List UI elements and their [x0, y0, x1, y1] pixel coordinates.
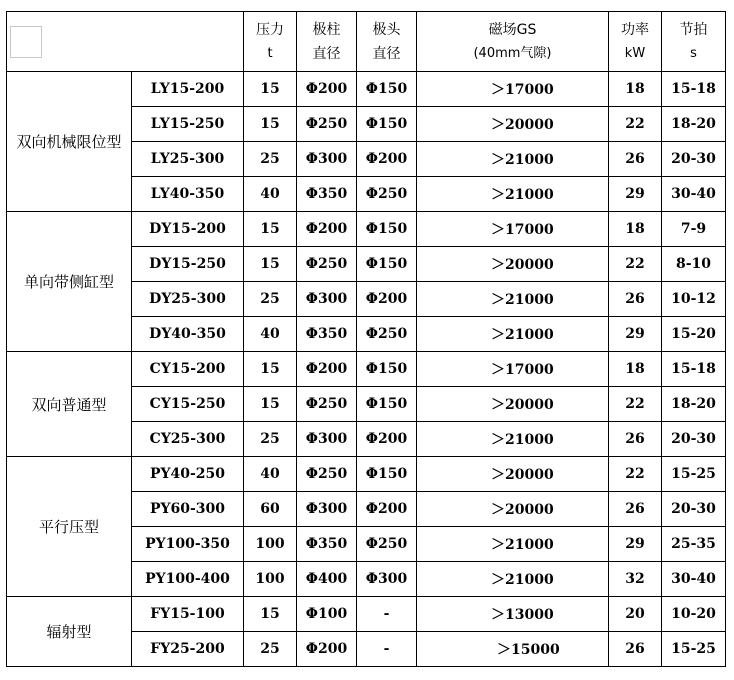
field-gs-cell: ＞21000 — [417, 527, 609, 562]
group-name-cell: 辐射型 — [7, 597, 132, 667]
pressure-cell: 40 — [244, 317, 297, 352]
pressure-cell: 15 — [244, 107, 297, 142]
power-cell: 20 — [609, 597, 662, 632]
pressure-cell: 15 — [244, 387, 297, 422]
field-gs-cell: ＞21000 — [417, 317, 609, 352]
column-dia-cell: Φ300 — [297, 492, 357, 527]
field-gs-cell: ＞20000 — [417, 247, 609, 282]
header-cycle — [662, 12, 726, 72]
column-dia-cell: Φ350 — [297, 317, 357, 352]
power-cell: 26 — [609, 142, 662, 177]
cycle-cell: 20-30 — [662, 492, 726, 527]
header-column-dia — [297, 12, 357, 72]
model-cell: CY25-300 — [132, 422, 244, 457]
cycle-cell: 7-9 — [662, 212, 726, 247]
field-gs-cell: ＞20000 — [417, 387, 609, 422]
field-gs-cell: ＞21000 — [417, 282, 609, 317]
group-name-cell: 平行压型 — [7, 457, 132, 597]
column-dia-cell: Φ200 — [297, 212, 357, 247]
column-dia-cell: Φ200 — [297, 632, 357, 667]
power-cell: 22 — [609, 387, 662, 422]
header-field-gap: (40mm气隙) — [473, 45, 552, 61]
head-dia-cell: Φ150 — [357, 352, 417, 387]
cycle-cell: 10-12 — [662, 282, 726, 317]
pressure-cell: 100 — [244, 562, 297, 597]
header-field-label: 磁场GS — [488, 21, 537, 38]
table-row — [7, 352, 726, 387]
power-cell: 18 — [609, 352, 662, 387]
column-dia-cell: Φ350 — [297, 177, 357, 212]
header-cycle-label: 节拍 — [679, 21, 708, 38]
power-cell: 22 — [609, 107, 662, 142]
header-pressure — [244, 12, 297, 72]
column-dia-cell: Φ250 — [297, 387, 357, 422]
pressure-cell: 15 — [244, 72, 297, 107]
field-gs-cell: ＞20000 — [417, 492, 609, 527]
group-name-cell: 双向机械限位型 — [7, 72, 132, 212]
field-gs-cell: ＞21000 — [417, 422, 609, 457]
cycle-cell: 30-40 — [662, 562, 726, 597]
table-row — [7, 212, 726, 247]
table-body — [7, 72, 726, 667]
head-dia-cell: Φ250 — [357, 527, 417, 562]
power-cell: 18 — [609, 72, 662, 107]
head-dia-cell: Φ150 — [357, 72, 417, 107]
power-cell: 29 — [609, 317, 662, 352]
field-gs-cell: ＞17000 — [417, 352, 609, 387]
header-head-dia-line1: 极头 — [372, 21, 401, 38]
column-dia-cell: Φ300 — [297, 142, 357, 177]
pressure-cell: 40 — [244, 177, 297, 212]
column-dia-cell: Φ250 — [297, 247, 357, 282]
cycle-cell: 20-30 — [662, 422, 726, 457]
field-gs-cell: ＞17000 — [417, 72, 609, 107]
head-dia-cell: Φ200 — [357, 142, 417, 177]
column-dia-cell: Φ200 — [297, 352, 357, 387]
cycle-cell: 25-35 — [662, 527, 726, 562]
pressure-cell: 25 — [244, 422, 297, 457]
field-gs-cell: ＞21000 — [417, 177, 609, 212]
table-row — [7, 457, 726, 492]
field-gs-cell: ＞21000 — [417, 562, 609, 597]
header-column-dia-line1: 极柱 — [312, 21, 341, 38]
column-dia-cell: Φ250 — [297, 107, 357, 142]
model-cell: PY40-250 — [132, 457, 244, 492]
column-dia-cell: Φ100 — [297, 597, 357, 632]
pressure-cell: 40 — [244, 457, 297, 492]
cycle-cell: 18-20 — [662, 107, 726, 142]
header-power-label: 功率 — [621, 21, 649, 38]
power-cell: 18 — [609, 212, 662, 247]
pressure-cell: 15 — [244, 597, 297, 632]
header-corner-cell — [7, 12, 244, 72]
power-cell: 29 — [609, 527, 662, 562]
power-cell: 29 — [609, 177, 662, 212]
table-row — [7, 597, 726, 632]
power-cell: 26 — [609, 492, 662, 527]
model-cell: FY25-200 — [132, 632, 244, 667]
model-cell: LY15-250 — [132, 107, 244, 142]
head-dia-cell: Φ200 — [357, 422, 417, 457]
header-cycle-unit: s — [690, 45, 697, 61]
column-dia-cell: Φ350 — [297, 527, 357, 562]
head-dia-cell: Φ250 — [357, 177, 417, 212]
column-dia-cell: Φ300 — [297, 422, 357, 457]
header-power-unit: kW — [624, 45, 646, 61]
cycle-cell: 8-10 — [662, 247, 726, 282]
table-row — [7, 72, 726, 107]
column-dia-cell: Φ400 — [297, 562, 357, 597]
head-dia-cell: Φ200 — [357, 282, 417, 317]
head-dia-cell: Φ150 — [357, 107, 417, 142]
cycle-cell: 15-25 — [662, 632, 726, 667]
pressure-cell: 25 — [244, 142, 297, 177]
header-head-dia — [357, 12, 417, 72]
spec-table — [6, 11, 726, 667]
cycle-cell: 20-30 — [662, 142, 726, 177]
head-dia-cell: Φ300 — [357, 562, 417, 597]
field-gs-cell: ＞20000 — [417, 107, 609, 142]
power-cell: 22 — [609, 247, 662, 282]
model-cell: LY25-300 — [132, 142, 244, 177]
pressure-cell: 15 — [244, 352, 297, 387]
power-cell: 32 — [609, 562, 662, 597]
model-cell: PY60-300 — [132, 492, 244, 527]
head-dia-cell: Φ200 — [357, 492, 417, 527]
group-name-cell: 单向带侧缸型 — [7, 212, 132, 352]
model-cell: FY15-100 — [132, 597, 244, 632]
checkbox-placeholder — [10, 26, 42, 58]
field-gs-cell: ＞20000 — [417, 457, 609, 492]
power-cell: 26 — [609, 632, 662, 667]
pressure-cell: 25 — [244, 282, 297, 317]
pressure-cell: 100 — [244, 527, 297, 562]
model-cell: DY15-200 — [132, 212, 244, 247]
head-dia-cell: Φ150 — [357, 457, 417, 492]
header-field — [417, 12, 609, 72]
cycle-cell: 18-20 — [662, 387, 726, 422]
model-cell: LY15-200 — [132, 72, 244, 107]
table-header — [7, 12, 726, 72]
cycle-cell: 10-20 — [662, 597, 726, 632]
header-power — [609, 12, 662, 72]
cycle-cell: 15-18 — [662, 72, 726, 107]
cycle-cell: 15-20 — [662, 317, 726, 352]
group-name-cell: 双向普通型 — [7, 352, 132, 457]
model-cell: LY40-350 — [132, 177, 244, 212]
head-dia-cell: Φ150 — [357, 247, 417, 282]
model-cell: CY15-250 — [132, 387, 244, 422]
header-row — [7, 12, 726, 72]
model-cell: PY100-350 — [132, 527, 244, 562]
head-dia-cell: Φ250 — [357, 317, 417, 352]
field-gs-cell: ＞13000 — [417, 597, 609, 632]
column-dia-cell: Φ250 — [297, 457, 357, 492]
cycle-cell: 15-18 — [662, 352, 726, 387]
model-cell: DY15-250 — [132, 247, 244, 282]
header-column-dia-line2: 直径 — [312, 45, 341, 62]
head-dia-cell: Φ150 — [357, 212, 417, 247]
head-dia-cell: - — [357, 597, 417, 632]
header-pressure-label: 压力 — [256, 21, 284, 38]
pressure-cell: 25 — [244, 632, 297, 667]
cycle-cell: 30-40 — [662, 177, 726, 212]
field-gs-cell: ＞15000 — [417, 632, 609, 667]
model-cell: CY15-200 — [132, 352, 244, 387]
pressure-cell: 15 — [244, 212, 297, 247]
pressure-cell: 15 — [244, 247, 297, 282]
model-cell: DY40-350 — [132, 317, 244, 352]
power-cell: 26 — [609, 422, 662, 457]
header-pressure-unit: t — [267, 45, 273, 61]
power-cell: 22 — [609, 457, 662, 492]
pressure-cell: 60 — [244, 492, 297, 527]
field-gs-cell: ＞21000 — [417, 142, 609, 177]
field-gs-cell: ＞17000 — [417, 212, 609, 247]
head-dia-cell: - — [357, 632, 417, 667]
column-dia-cell: Φ200 — [297, 72, 357, 107]
model-cell: PY100-400 — [132, 562, 244, 597]
cycle-cell: 15-25 — [662, 457, 726, 492]
header-head-dia-line2: 直径 — [372, 45, 401, 62]
head-dia-cell: Φ150 — [357, 387, 417, 422]
power-cell: 26 — [609, 282, 662, 317]
model-cell: DY25-300 — [132, 282, 244, 317]
column-dia-cell: Φ300 — [297, 282, 357, 317]
